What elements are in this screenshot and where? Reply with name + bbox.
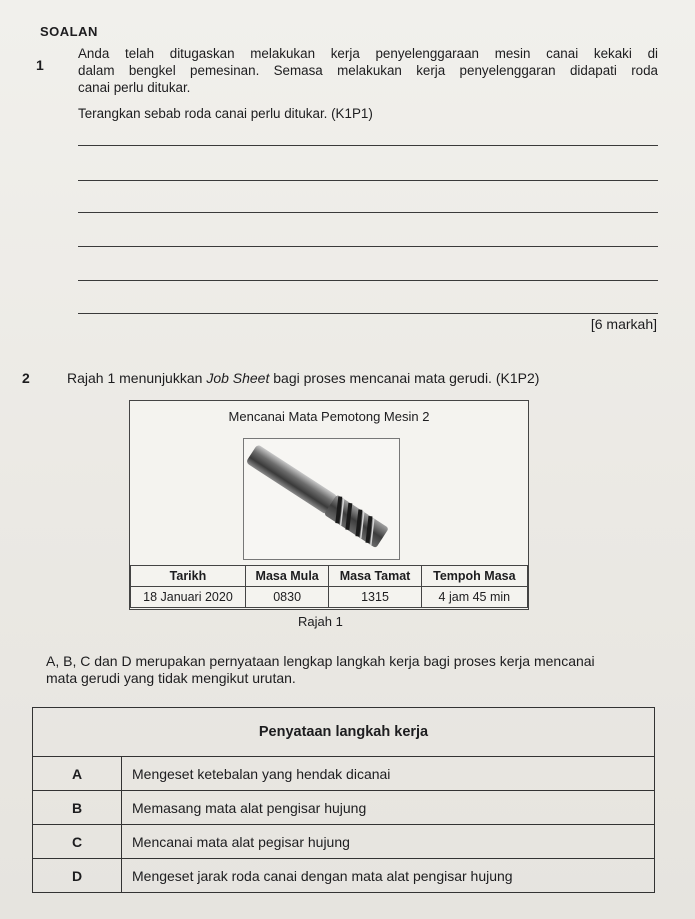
answer-line-5[interactable] — [78, 280, 658, 281]
intro-text-after: bagi proses mencanai mata gerudi. (K1P2) — [269, 370, 540, 386]
step-text: Mencanai mata alat pegisar hujung — [122, 825, 655, 859]
question-1-line-1: Anda telah ditugaskan melakukan kerja penyelenggaraan mesin canai kekaki di — [78, 46, 658, 61]
header-tempoh-masa: Tempoh Masa — [421, 566, 527, 587]
instruction-line-2: mata gerudi yang tidak mengikut urutan. — [46, 670, 296, 686]
steps-table — [32, 707, 655, 893]
header-tarikh: Tarikh — [131, 566, 246, 587]
end-mill-icon — [244, 439, 399, 559]
question-2-intro — [67, 370, 539, 387]
answer-line-3[interactable] — [78, 212, 658, 213]
question-1-marks: [6 markah] — [590, 316, 657, 332]
answer-line-4[interactable] — [78, 246, 658, 247]
step-text: Memasang mata alat pengisar hujung — [122, 791, 655, 825]
step-text: Mengeset jarak roda canai dengan mata alat pengisar hujung — [122, 859, 655, 893]
job-sheet-table — [130, 565, 528, 608]
job-sheet-data-row — [131, 587, 528, 608]
steps-header-row — [33, 708, 655, 757]
steps-header: Penyataan langkah kerja — [33, 708, 655, 757]
job-sheet-figure — [129, 400, 529, 610]
step-letter: A — [33, 757, 122, 791]
table-row — [33, 825, 655, 859]
cell-masa-tamat: 1315 — [329, 587, 421, 608]
end-mill-cutter-photo — [243, 438, 400, 560]
question-1-line-3: canai perlu ditukar. — [78, 80, 191, 95]
table-row — [33, 757, 655, 791]
header-masa-tamat: Masa Tamat — [329, 566, 421, 587]
job-sheet-header-row — [131, 566, 528, 587]
answer-line-2[interactable] — [78, 180, 658, 181]
question-1-number: 1 — [36, 57, 44, 73]
question-2-instruction — [46, 653, 656, 687]
cell-masa-mula: 0830 — [245, 587, 328, 608]
question-1-text — [78, 45, 658, 96]
intro-text-italic: Job Sheet — [206, 370, 270, 386]
figure-caption: Rajah 1 — [298, 614, 343, 629]
step-letter: B — [33, 791, 122, 825]
instruction-line-1: A, B, C dan D merupakan pernyataan lengkap langkah kerja bagi proses kerja mencanai — [46, 653, 595, 669]
question-2-number: 2 — [22, 370, 30, 386]
step-letter: C — [33, 825, 122, 859]
table-row — [33, 791, 655, 825]
step-text: Mengeset ketebalan yang hendak dicanai — [122, 757, 655, 791]
question-1-prompt: Terangkan sebab roda canai perlu ditukar. (K1P1) — [78, 106, 373, 121]
header-masa-mula: Masa Mula — [245, 566, 328, 587]
job-sheet-title: Mencanai Mata Pemotong Mesin 2 — [228, 409, 430, 424]
cell-tarikh: 18 Januari 2020 — [131, 587, 246, 608]
answer-line-1[interactable] — [78, 145, 658, 146]
answer-line-6[interactable] — [78, 313, 658, 314]
section-title: SOALAN — [40, 24, 98, 39]
table-row — [33, 859, 655, 893]
step-letter: D — [33, 859, 122, 893]
cell-tempoh-masa: 4 jam 45 min — [421, 587, 527, 608]
question-1-line-2: dalam bengkel pemesinan. Semasa melakukan kerja penyelenggaran didapati roda — [78, 63, 658, 78]
intro-text-before: Rajah 1 menunjukkan — [67, 370, 207, 386]
